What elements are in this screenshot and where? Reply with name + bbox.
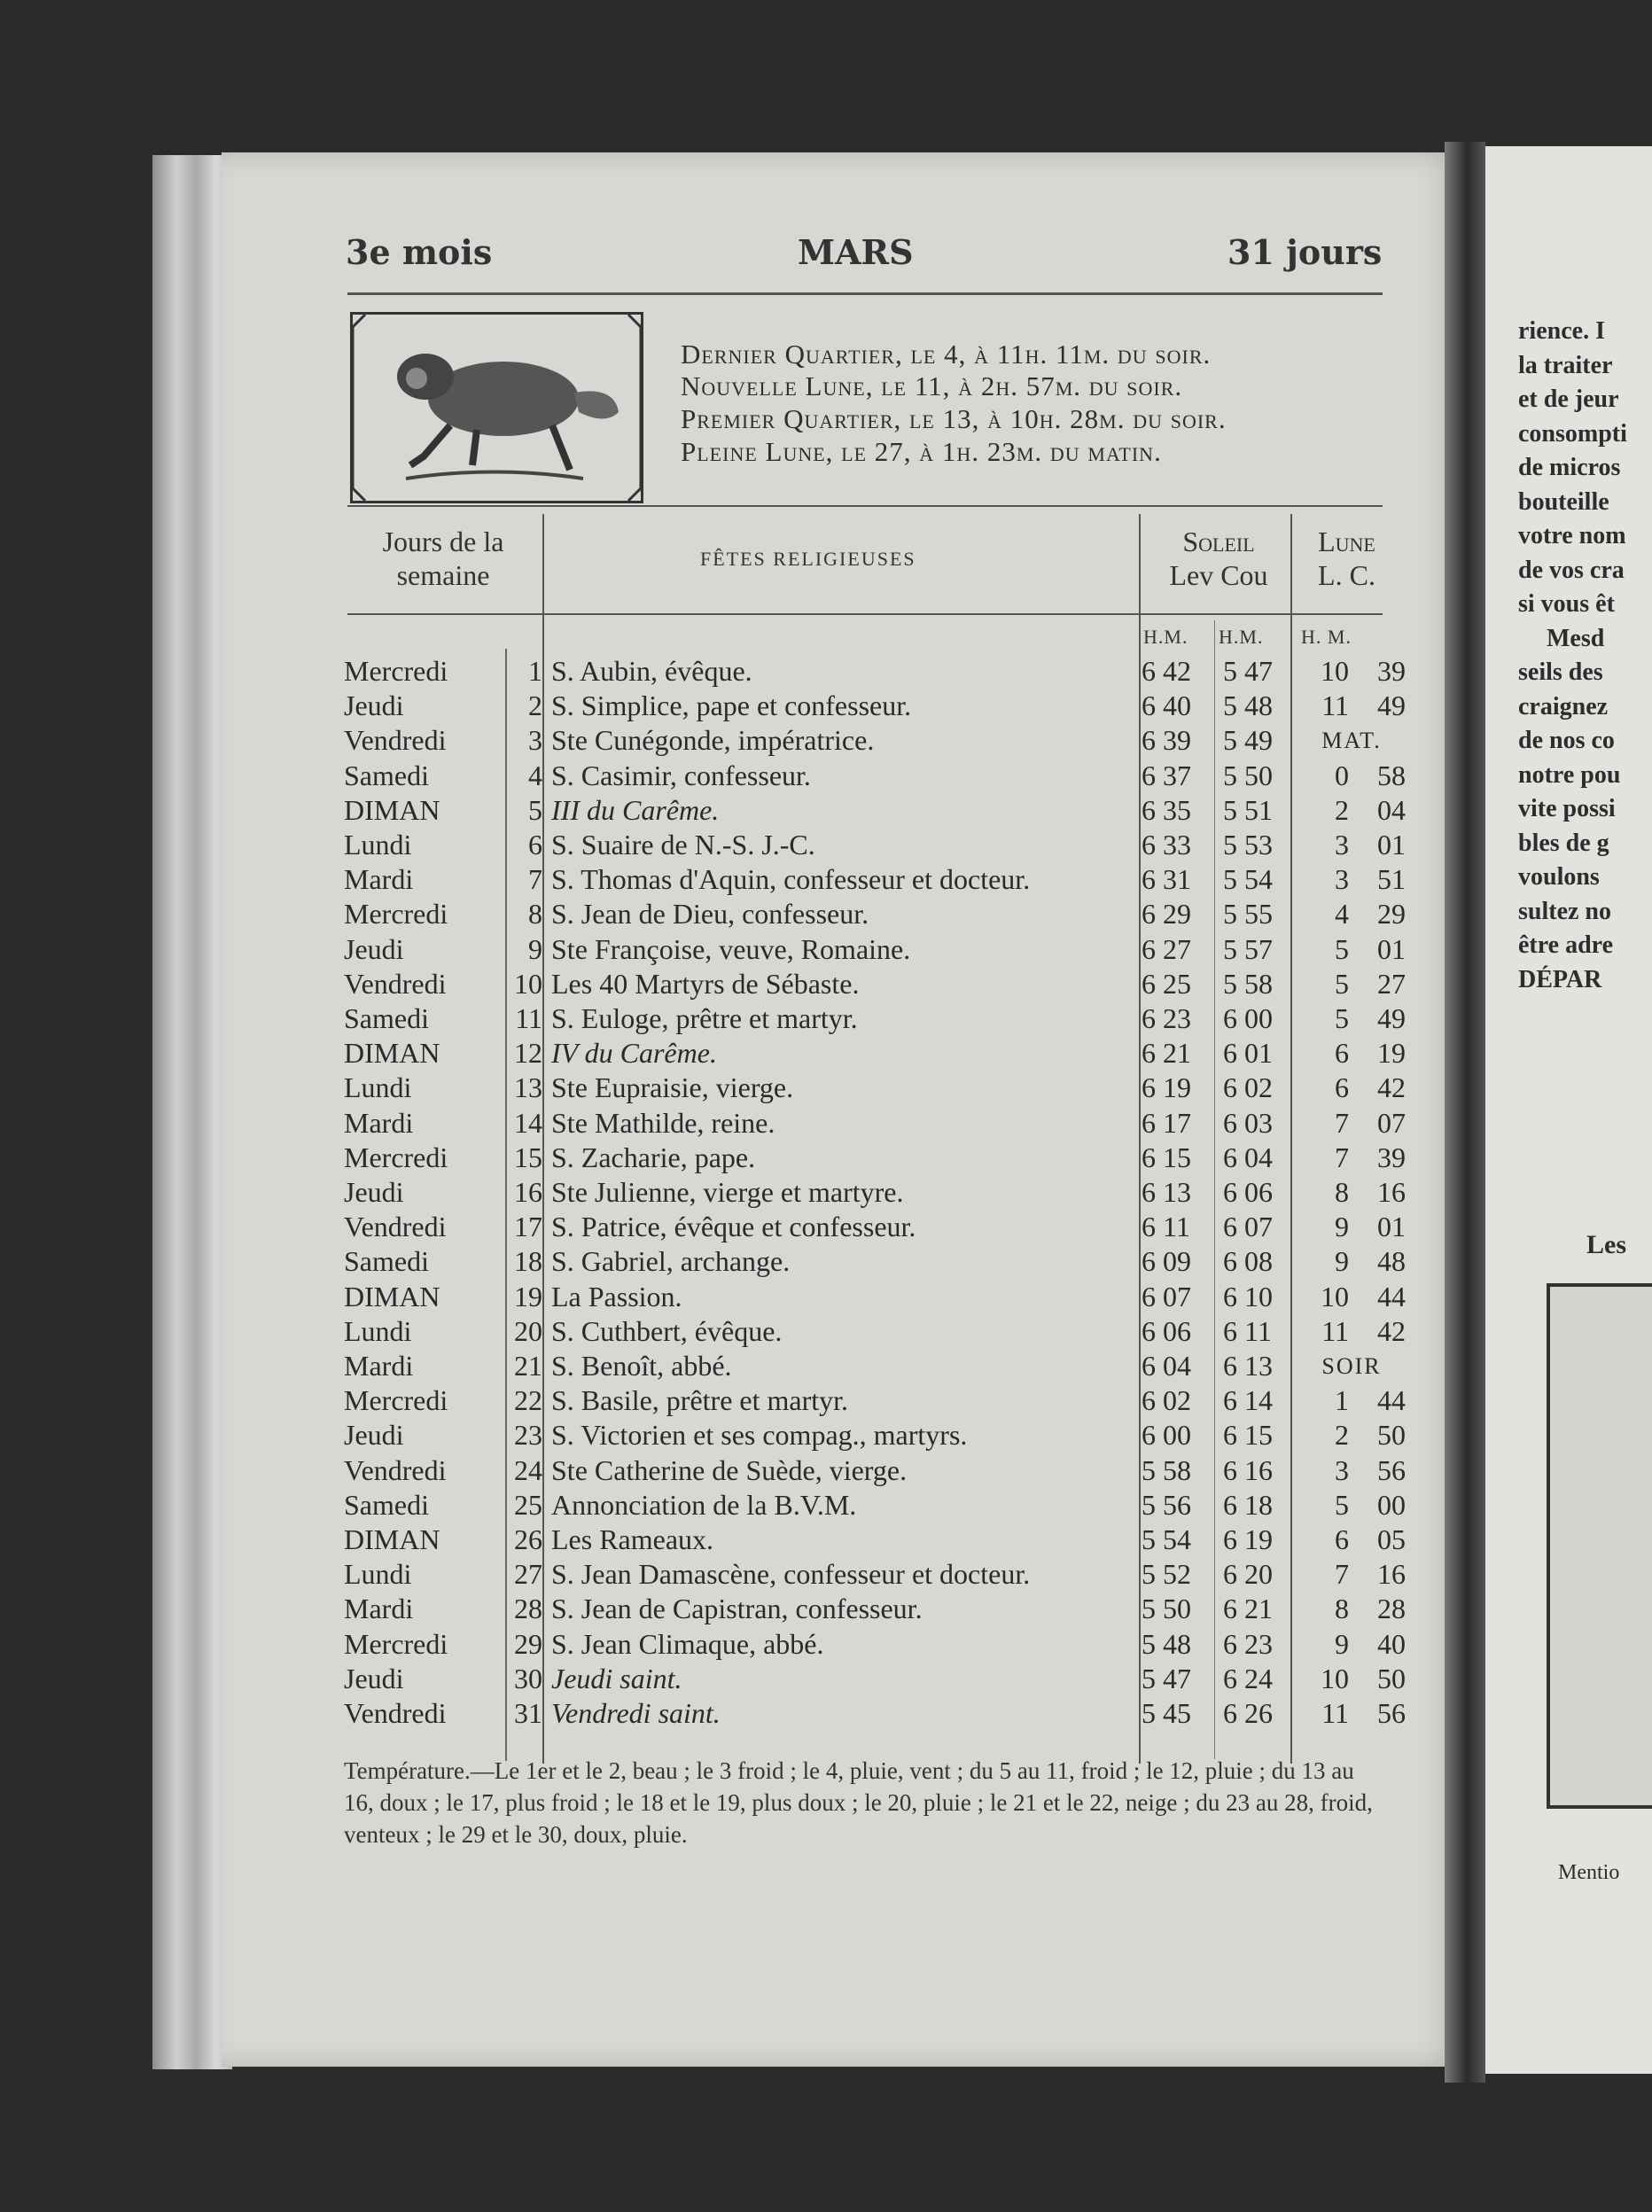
moonrise-minute: 49 [1377,1002,1406,1034]
facing-page-line: votre nom [1518,522,1626,549]
moonrise-hour: 10 [1321,1662,1349,1694]
day-number: 17 [514,1211,542,1243]
sunset: 6 07 [1223,1211,1273,1243]
moonrise-hour: 8 [1335,1176,1349,1208]
sunset: 6 14 [1223,1384,1273,1417]
facing-page-line: voulons [1518,863,1600,891]
sunrise: 5 47 [1142,1662,1191,1694]
moonrise-hour: 10 [1321,1280,1349,1312]
sunset: 6 01 [1223,1037,1273,1070]
day-name: Samedi [344,1245,429,1278]
col-header-days: Jours de la semaine [382,526,504,591]
table-row [0,1557,1652,1592]
day-number: 24 [514,1453,542,1486]
day-name: Mercredi [344,1141,448,1173]
facing-page-line: craignez [1518,692,1609,720]
sunrise: 5 58 [1142,1453,1191,1486]
feast-name: Jeudi saint. [551,1662,682,1694]
day-name: Samedi [344,759,429,791]
sunrise: 6 33 [1142,829,1191,861]
table-row [0,1418,1652,1453]
moon-phase-full-moon: Pleine Lune, le 27, à 1h. 23m. du matin. [681,436,1162,467]
moonrise-hour: 6 [1335,1037,1349,1070]
moonrise-hour: 3 [1335,1453,1349,1486]
table-row [0,1453,1652,1488]
sunset: 6 11 [1223,1314,1272,1347]
sunset: 5 57 [1223,932,1273,965]
moonrise-minute: 44 [1377,1280,1406,1312]
moonrise-hour: 11 [1321,1697,1349,1729]
sunrise: 6 29 [1142,898,1191,931]
feast-name: Les 40 Martyrs de Sébaste. [551,967,860,1000]
sunrise: 6 00 [1142,1419,1191,1452]
col-header-lune: Lune [1318,526,1375,557]
moonrise-hour: 5 [1335,1002,1349,1034]
day-name: Vendredi [344,967,447,1000]
facing-page-line: être adre [1518,931,1614,959]
col-header-lune-sub: L. C. [1318,559,1375,591]
facing-page-line: si vous êt [1518,590,1615,618]
moonrise-hour: 5 [1335,1488,1349,1521]
feast-name: S. Jean Climaque, abbé. [551,1627,824,1660]
feast-name: S. Euloge, prêtre et martyr. [551,1002,858,1034]
table-row [0,1244,1652,1279]
day-name: DIMAN [344,1280,440,1312]
col-header-fetes: FÊTES RELIGIEUSES [700,548,916,570]
feast-name: S. Zacharie, pape. [551,1141,756,1173]
table-row [0,828,1652,862]
feast-name: Ste Mathilde, reine. [551,1106,775,1139]
moonrise-minute: 16 [1377,1558,1406,1591]
day-name: Jeudi [344,1176,404,1208]
day-number: 2 [528,689,542,722]
day-name: Mardi [344,863,414,896]
sunrise: 6 15 [1142,1141,1191,1173]
table-row [0,1036,1652,1071]
day-name: Mercredi [344,1384,448,1417]
feast-name: S. Basile, prêtre et martyr. [551,1384,849,1417]
facing-page-line: Mesd [1547,624,1605,652]
moonrise-hour: 10 [1321,655,1349,687]
feast-name: S. Cuthbert, évêque. [551,1314,783,1347]
sunset: 6 08 [1223,1245,1273,1278]
sunrise: 5 50 [1142,1593,1191,1625]
day-name: Vendredi [344,1211,447,1243]
facing-page-line: sultez no [1518,897,1611,925]
table-row [0,1314,1652,1349]
day-number: 11 [515,1002,542,1034]
day-name: Lundi [344,1314,412,1347]
feast-name: S. Simplice, pape et confesseur. [551,689,912,722]
day-number: 4 [528,759,542,791]
month-title: MARS [798,232,914,272]
day-name: Jeudi [344,689,404,722]
feast-name: S. Victorien et ses compag., martyrs. [551,1419,968,1452]
day-name: Mardi [344,1593,414,1625]
feast-name: Vendredi saint. [551,1697,721,1729]
feast-name: S. Suaire de N.-S. J.-C. [551,829,815,861]
day-name: Vendredi [344,1697,447,1729]
table-row [0,654,1652,689]
sunset: 5 55 [1223,898,1273,931]
sunrise: 6 11 [1142,1211,1190,1243]
moonrise-hour: 7 [1335,1141,1349,1173]
sunset: 6 13 [1223,1350,1273,1382]
feast-name: S. Gabriel, archange. [551,1245,791,1278]
moonrise-minute: 01 [1377,932,1406,965]
table-row [0,1349,1652,1383]
day-number: 19 [514,1280,542,1312]
sunset: 6 00 [1223,1002,1273,1034]
sunrise: 6 40 [1142,689,1191,722]
sunset: 5 48 [1223,689,1273,722]
day-number: 26 [514,1523,542,1555]
col-header-soleil: Soleil [1182,526,1255,557]
facing-page-line: vite possi [1518,795,1616,822]
day-name: Mercredi [344,1627,448,1660]
sunrise: 6 37 [1142,759,1191,791]
sunrise: 6 09 [1142,1245,1191,1278]
moonrise-minute: 50 [1377,1419,1406,1452]
sunrise: 6 13 [1142,1176,1191,1208]
moonrise-hour: 6 [1335,1523,1349,1555]
sunrise: 5 48 [1142,1627,1191,1660]
day-number: 13 [514,1071,542,1104]
moonrise-minute: 19 [1377,1037,1406,1070]
day-name: Vendredi [344,724,447,757]
sunset: 6 26 [1223,1697,1273,1729]
sunset: 6 16 [1223,1453,1273,1486]
sunset: 5 58 [1223,967,1273,1000]
day-name: Mercredi [344,655,448,687]
sunrise: 6 07 [1142,1280,1191,1312]
sunrise: 6 17 [1142,1106,1191,1139]
table-row [0,1106,1652,1141]
moon-phase-last-quarter: Dernier Quartier, le 4, à 11h. 11m. du soir. [681,339,1212,370]
day-number: 5 [528,793,542,826]
facing-page-line: de vos cra [1518,556,1625,584]
table-row [0,1210,1652,1244]
facing-page-line: consompti [1518,419,1627,448]
moonrise-hour: 6 [1335,1071,1349,1104]
moonrise-minute: 04 [1377,793,1406,826]
feast-name: S. Jean de Capistran, confesseur. [551,1593,923,1625]
facing-page-line: la traiter [1518,351,1613,379]
table-top-rule [347,505,1383,507]
feast-name: III du Carême. [551,793,720,826]
moonrise-minute: 29 [1377,898,1406,931]
moonrise-hour: 9 [1335,1245,1349,1278]
sunset: 6 21 [1223,1593,1273,1625]
table-row [0,1592,1652,1626]
table-row [0,689,1652,723]
moonrise-hour: 7 [1335,1558,1349,1591]
moonrise-hour: 7 [1335,1106,1349,1139]
day-number: 28 [514,1593,542,1625]
feast-name: S. Jean Damascène, confesseur et docteur. [551,1558,1031,1591]
moonrise-hour: 3 [1335,863,1349,896]
moonrise-minute: 00 [1377,1488,1406,1521]
sunset: 5 47 [1223,655,1273,687]
sunrise: 5 56 [1142,1488,1191,1521]
feast-name: S. Aubin, évêque. [551,655,752,687]
facing-page-heading: Les [1586,1230,1626,1259]
day-number: 27 [514,1558,542,1591]
moonrise-hour: 9 [1335,1211,1349,1243]
day-number: 31 [514,1697,542,1729]
table-row [0,1280,1652,1314]
facing-page-line: de micros [1518,454,1621,481]
moonrise-minute: 01 [1377,829,1406,861]
feast-name: Ste Cunégonde, impératrice. [551,724,875,757]
table-row [0,932,1652,967]
moon-note: MAT. [1321,728,1382,754]
moonrise-minute: 56 [1377,1697,1406,1729]
moonrise-minute: 05 [1377,1523,1406,1555]
moonrise-minute: 51 [1377,863,1406,896]
day-name: Samedi [344,1488,429,1521]
table-row [0,1001,1652,1036]
moonrise-minute: 39 [1377,655,1406,687]
day-number: 30 [514,1662,542,1694]
moonrise-minute: 42 [1377,1314,1406,1347]
sunrise: 6 04 [1142,1350,1191,1382]
facing-page-line: seils des [1518,658,1603,686]
day-name: Jeudi [344,1419,404,1452]
day-number: 12 [514,1037,542,1070]
facing-page-footer: Mentio [1558,1861,1620,1884]
days-count: 31 jours [1227,232,1383,272]
table-row [0,793,1652,828]
table-row [0,759,1652,793]
feast-name: Ste Catherine de Suède, vierge. [551,1453,908,1486]
moonrise-hour: 2 [1335,793,1349,826]
day-name: Mercredi [344,898,448,931]
sunset: 6 03 [1223,1106,1273,1139]
sunset: 6 15 [1223,1419,1273,1452]
facing-page-line: notre pou [1518,760,1621,789]
sunrise: 6 35 [1142,793,1191,826]
sunrise: 6 39 [1142,724,1191,757]
sunset: 6 24 [1223,1662,1273,1694]
hm-label-lune: H. M. [1301,626,1352,648]
table-row [0,1662,1652,1696]
moonrise-minute: 27 [1377,967,1406,1000]
day-number: 9 [528,932,542,965]
day-name: Lundi [344,829,412,861]
day-name: DIMAN [344,793,440,826]
sunrise: 6 02 [1142,1384,1191,1417]
moonrise-hour: 4 [1335,898,1349,931]
sunrise: 6 06 [1142,1314,1191,1347]
sunset: 6 23 [1223,1627,1273,1660]
sunrise: 6 21 [1142,1037,1191,1070]
hm-label-cou: H.M. [1219,626,1264,648]
day-number: 3 [528,724,542,757]
sunset: 6 04 [1223,1141,1273,1173]
moonrise-minute: 28 [1377,1593,1406,1625]
header-bottom-rule [347,613,1383,615]
sunrise: 6 27 [1142,932,1191,965]
feast-name: S. Thomas d'Aquin, confesseur et docteur. [551,863,1031,896]
sunset: 6 18 [1223,1488,1273,1521]
moonrise-hour: 0 [1335,759,1349,791]
day-number: 18 [514,1245,542,1278]
moonrise-hour: 11 [1321,689,1349,722]
day-number: 25 [514,1488,542,1521]
facing-page-line: bles de g [1518,829,1609,857]
facing-page-illustration [1547,1283,1652,1809]
table-row [0,1627,1652,1662]
feast-name: S. Patrice, évêque et confesseur. [551,1211,916,1243]
feast-name: S. Benoît, abbé. [551,1350,732,1382]
moonrise-hour: 1 [1335,1384,1349,1417]
day-number: 6 [528,829,542,861]
zodiac-vignette [350,312,643,503]
day-name: Jeudi [344,1662,404,1694]
day-name: DIMAN [344,1037,440,1070]
ram-icon [353,315,641,501]
moon-note: SOIR [1321,1353,1382,1379]
sunrise: 6 23 [1142,1002,1191,1034]
temperature-note: Température.—Le 1er et le 2, beau ; le 3 froid ; le 4, pluie, vent ; du 5 au 11, froid ; le 12, pluie ; du 13 au 16, doux ; le 17, plus froid ; le 18 et le 19, plus doux ; le 20, pluie ; le 21 et le 22, neige ; du 23 au 28, froid, venteux ; le 29 et le 30, doux, pluie. [344,1757,1373,1848]
day-name: Samedi [344,1002,429,1034]
feast-name: S. Jean de Dieu, confesseur. [551,898,869,931]
moonrise-minute: 56 [1377,1453,1406,1486]
day-number: 15 [514,1141,542,1173]
moon-phase-first-quarter: Premier Quartier, le 13, à 10h. 28m. du soir. [681,403,1227,434]
col-header-soleil-sub: Lev Cou [1169,559,1268,591]
moonrise-hour: 3 [1335,829,1349,861]
table-row [0,1383,1652,1418]
day-number: 8 [528,898,542,931]
sunset: 6 02 [1223,1071,1273,1104]
moonrise-minute: 07 [1377,1106,1406,1139]
moonrise-minute: 44 [1377,1384,1406,1417]
sunrise: 6 19 [1142,1071,1191,1104]
facing-page-line: bouteille [1518,487,1609,516]
table-row [0,862,1652,897]
moonrise-minute: 39 [1377,1141,1406,1173]
sunset: 5 54 [1223,863,1273,896]
sunset: 6 19 [1223,1523,1273,1555]
feast-name: Ste Françoise, veuve, Romaine. [551,932,911,965]
sunrise: 5 45 [1142,1697,1191,1729]
sunrise: 6 42 [1142,655,1191,687]
feast-name: Les Rameaux. [551,1523,714,1555]
day-name: Jeudi [344,932,404,965]
day-number: 29 [514,1627,542,1660]
feast-name: Annonciation de la B.V.M. [551,1488,857,1521]
day-name: Vendredi [344,1453,447,1486]
feast-name: Ste Julienne, vierge et martyre. [551,1176,904,1208]
moonrise-minute: 50 [1377,1662,1406,1694]
day-name: Mardi [344,1106,414,1139]
sunset: 5 53 [1223,829,1273,861]
month-number: 3e mois [346,232,493,272]
sunset: 6 06 [1223,1176,1273,1208]
day-number: 1 [528,655,542,687]
table-row [0,1488,1652,1523]
day-name: DIMAN [344,1523,440,1555]
day-number: 22 [514,1384,542,1417]
facing-page-line: de nos co [1518,727,1615,754]
table-row [0,967,1652,1001]
day-number: 7 [528,863,542,896]
feast-name: Ste Eupraisie, vierge. [551,1071,794,1104]
table-row [0,723,1652,758]
day-number: 21 [514,1350,542,1382]
moon-phase-new-moon: Nouvelle Lune, le 11, à 2h. 57m. du soir. [681,370,1183,401]
day-name: Lundi [344,1071,412,1104]
feast-name: La Passion. [551,1280,682,1312]
day-number: 23 [514,1419,542,1452]
header-rule [347,292,1383,295]
day-number: 10 [514,967,542,1000]
day-number: 16 [514,1176,542,1208]
table-row [0,1696,1652,1731]
moonrise-minute: 16 [1377,1176,1406,1208]
sunset: 5 51 [1223,793,1273,826]
moonrise-minute: 01 [1377,1211,1406,1243]
sunset: 6 20 [1223,1558,1273,1591]
moonrise-minute: 49 [1377,689,1406,722]
facing-page-line: DÉPAR [1518,965,1602,993]
sunset: 5 50 [1223,759,1273,791]
moonrise-hour: 5 [1335,967,1349,1000]
moonrise-minute: 58 [1377,759,1406,791]
sunrise: 5 54 [1142,1523,1191,1555]
facing-page-line: et de jeur [1518,386,1619,413]
hm-label-lev: H.M. [1143,626,1188,648]
day-number: 20 [514,1314,542,1347]
sunrise: 5 52 [1142,1558,1191,1591]
moonrise-hour: 5 [1335,932,1349,965]
sunset: 6 10 [1223,1280,1273,1312]
sunset: 5 49 [1223,724,1273,757]
table-row [0,1175,1652,1210]
moonrise-minute: 40 [1377,1627,1406,1660]
feast-name: S. Casimir, confesseur. [551,759,811,791]
moonrise-minute: 42 [1377,1071,1406,1104]
sunrise: 6 31 [1142,863,1191,896]
moonrise-hour: 9 [1335,1627,1349,1660]
moonrise-hour: 11 [1321,1314,1349,1347]
moonrise-minute: 48 [1377,1245,1406,1278]
day-name: Lundi [344,1558,412,1591]
table-row [0,1141,1652,1175]
table-row [0,897,1652,931]
moonrise-hour: 8 [1335,1593,1349,1625]
day-name: Mardi [344,1350,414,1382]
day-number: 14 [514,1106,542,1139]
table-row [0,1523,1652,1557]
moonrise-hour: 2 [1335,1419,1349,1452]
feast-name: IV du Carême. [551,1037,717,1070]
table-row [0,1071,1652,1105]
facing-page-line: rience. I [1518,317,1605,345]
sunrise: 6 25 [1142,967,1191,1000]
